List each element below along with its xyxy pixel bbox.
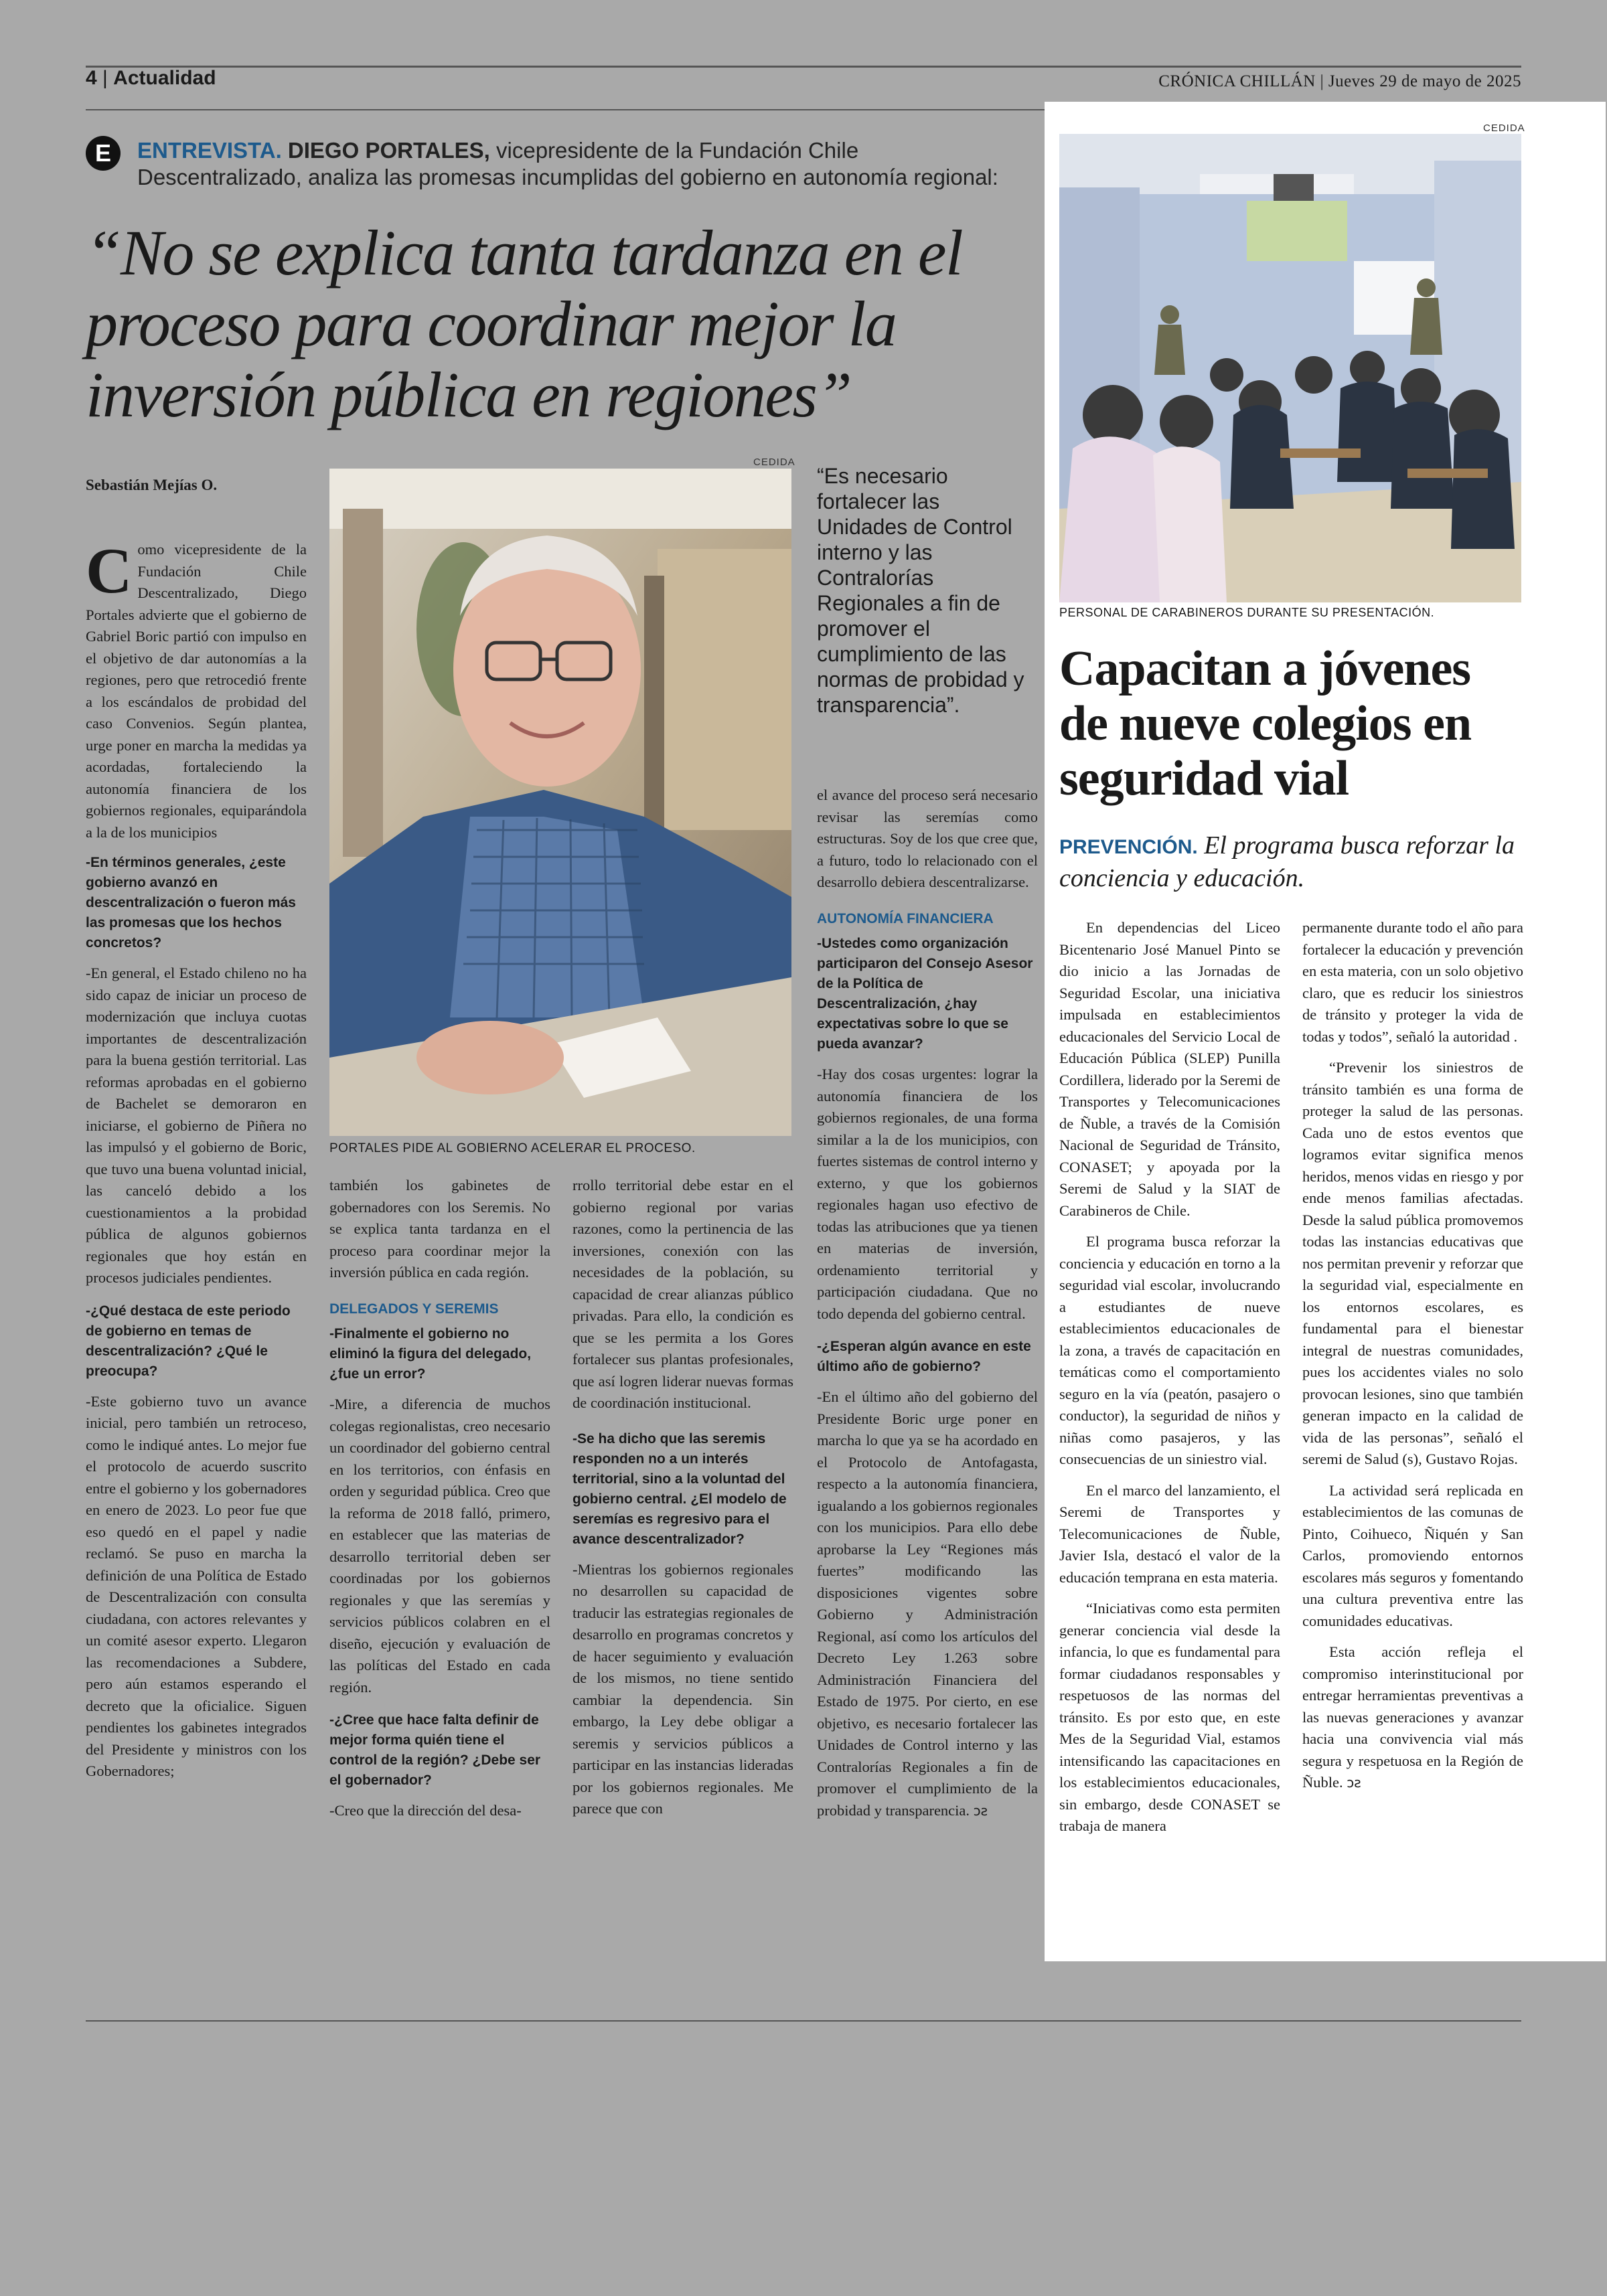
answer [817,1386,1038,1821]
sidebar-kicker [1059,830,1521,894]
paragraph: también los gabinetes de gobernadores con los Seremis. No se explica tanta tardanza en el proceso para coordinar mejor la inversión pública en cada región. [329,1177,550,1281]
paragraph: rrollo territorial debe estar en el gobierno regional por varias razones, como la pertinencia de las inversiones, conexión con las necesidades de la población, su capacidad de crear alianzas público privadas. Para ello, la condición es que se les permita a los Gores fortalecer sus plantas profesionales, que así logren liderar nuevas formas de coordinación institucional. [572,1177,793,1411]
answer: -Mientras los gobiernos regionales no desarrollen su capacidad de traducir las estrategias regionales de desarrollo en programas concretos y de hacer seguimiento y evaluación de los mismos, no tiene sentido cambiar la dependencia. Sin embargo, la Ley debe obligar a seremis y servicios públicos a participar en las instancias lideradas por los gobiernos regionales. Me parece que con [572,1560,793,1817]
paragraph [1302,1641,1523,1794]
answer: -Creo que la dirección del desa- [329,1802,522,1819]
paragraph: En dependencias del Liceo Bicentenario José Manuel Pinto se dio inicio a las Jornadas de Seguridad Escolar, una iniciativa impulsada en establecimientos educacionales del Servicio Local de Educación Pública (SLEP) Punilla Cordillera, liderado por la Seremi de Transportes y Telecomunicaciones de Ñuble, a través de la Comisión Nacional de Seguridad de Tránsito, CONASET; y apoyada por la Seremi de Salud y la SIAT de Carabineros de Chile. [1059,919,1280,1219]
answer: -Mire, a diferencia de muchos colegas regionalistas, creo necesario un coordinador del gobierno central en los territorios, con énfasis en orden y seguridad pública. Creo que la reforma de 2018 falló, primero, en establecer que las materias de desarrollo territorial deben ser coordinadas por los gobiernos regionales y que las seremías y servicios públicos colabren en el diseño, ejecución y evaluación de las políticas del Estado en cada región. [329,1396,550,1696]
classroom-photo [1059,134,1521,602]
publication-date: Jueves 29 de mayo de 2025 [1328,72,1521,90]
subhead: DELEGADOS Y SEREMIS [329,1301,499,1317]
interview-intro-text: vicepresidente de la Fundación Chile Descentralizado, analiza las promesas incumplidas del gobierno en autonomía regional: [137,138,998,189]
answer: -Hay dos cosas urgentes: lograr la autonomía financiera de los gobiernos regionales, de una forma similar a la de los municipios, con fuertes sistemas de control interno y externo, y que los gobiernos regionales hagan uso efectivo de todas las atribuciones que ya tienen en materias de inversión, ordenamiento territorial y participación ciudadana. Que no todo dependa del gobierno central. [817,1066,1038,1322]
classroom-photo-caption: PERSONAL DE CARABINEROS DURANTE SU PRESENTACIÓN. [1059,606,1435,619]
question: -¿Qué destaca de este periodo de gobierno en temas de descentralización? ¿Qué le preocupa? [86,1303,291,1379]
question: -¿Esperan algún avance en este último año de gobierno? [817,1339,1031,1374]
top-rule [86,66,1521,68]
end-mark-icon: ↄƨ [1347,1775,1361,1791]
question: -En términos generales, ¿este gobierno avanzó en descentralización o fueron más las promesas que los hechos concretos? [86,855,296,951]
lead-paragraph [86,535,307,843]
interview-badge: E [86,136,121,171]
interview-column-4 [817,785,1038,1831]
page-number: 4 [86,67,97,89]
question: -Se ha dicho que las seremis responden no a un interés territorial, sino a la voluntad del gobierno central. ¿El modelo de seremías es regresivo para el avance descentralizador? [572,1430,787,1547]
question: -Finalmente el gobierno no eliminó la figura del delegado, ¿fue un error? [329,1326,532,1382]
page-section-label: 4 | Actualidad [86,67,216,89]
section-name: Actualidad [113,67,216,89]
pull-quote: “Es necesario fortalecer las Unidades de Control interno y las Contralorías Regionales a fin de promover el cumplimiento de las normas de probidad y transparencia”. [817,464,1024,717]
paragraph: el avance del proceso será necesario revisar las seremías como estructuras. Soy de los que cree que, a futuro, todo lo relacionado con el desarrollo debiera descentralizarse. [817,787,1038,890]
paragraph-text: Esta acción refleja el compromiso interinstitucional por entregar herramientas preventivas a las nuevas generaciones y avanzar hacia una convivencia vial más segura y respetuosa en la Región de Ñuble. [1302,1643,1523,1791]
paragraph: permanente durante todo el año para fortalecer la educación y prevención en esta materia, con un solo objetivo claro, que es reducir los siniestros de tránsito y proteger la vida de todas y todos”, señaló la autoridad . [1302,919,1523,1045]
interview-headline: “No se explica tanta tardanza en el proceso para coordinar mejor la inversión pública en regiones” [86,217,963,430]
bottom-rule [86,2020,1521,2022]
interview-column-1 [86,535,307,1792]
sidebar-column-2 [1302,917,1523,1803]
interview-intro [137,137,1021,191]
paragraph: “Iniciativas como esta permiten generar conciencia vial desde la infancia, lo que es fundamental para formar ciudadanos responsables y respetuosos de las normas del tránsito. Es por esto que, en este Mes de la Seguridad Vial, estamos intensificando las capacitaciones en los establecimientos educacionales, sin embargo, desde CONASET se trabaja de manera [1059,1600,1280,1834]
paragraph: La actividad será replicada en establecimientos de las comunas de Pinto, Coihueco, Ñiquén y San Carlos, promoviendo entornos escolares más seguros y fomentando una cultura preventiva entre las comunidades educativas. [1302,1481,1523,1629]
publication-dateline: CRÓNICA CHILLÁN | Jueves 29 de mayo de 2025 [1158,72,1521,90]
portrait-photo-credit: CEDIDA [753,457,795,468]
publication-name: CRÓNICA CHILLÁN [1158,72,1316,90]
portrait-image [329,469,791,1136]
answer: -Este gobierno tuvo un avance inicial, pero también un retroceso, como le indiqué antes. Lo mejor fue el protocolo de acuerdo suscrito entre el gobierno y los gobernadores en enero de 2023. Lo peor fue que eso quedó en el papel y nadie reclamó. Se puso en marcha la definición de una Política de Estado de Descentralización con consulta ciudadana, con actores relevantes y un comité asesor experto. Llegaron las recomendaciones a Subdere, pero aún estamos esperando el decreto que la oficialice. Siguen pendientes los gabinetes integrados del Presidente y ministros con los Gobernadores; [86,1392,307,1779]
paragraph: El programa busca reforzar la conciencia y educación en torno a la seguridad vial escolar, involucrando a estudiantes de nueve establecimientos educacionales de la zona, a través de capacitación en temáticas como el comportamiento seguro en la vía (peatón, pasajero o conductor), la seguridad de niños y niñas como pasajeros, y las consecuencias de un siniestro vial. [1059,1233,1280,1467]
question: -Ustedes como organización participaron del Consejo Asesor de la Política de Descentralización, ¿hay expectativas sobre lo que se pueda avanzar? [817,936,1033,1052]
subhead: AUTONOMÍA FINANCIERA [817,910,994,926]
dropcap: C [86,535,133,606]
sidebar-column-1 [1059,917,1280,1847]
portrait-photo-caption: PORTALES PIDE AL GOBIERNO ACELERAR EL PROCESO. [329,1141,696,1155]
sidebar-kicker-text: El programa busca reforzar la conciencia y educación. [1059,831,1515,892]
sidebar-headline: Capacitan a jóvenes de nueve colegios en seguridad vial [1059,641,1472,806]
sidebar-photo-credit: CEDIDA [1483,122,1525,134]
lead-text: omo vicepresidente de la Fundación Chile Descentralizado, Diego Portales advierte que el gobierno de Gabriel Boric partió con impulso en el objetivo de dar autonomías a la regiones, pero que retrocedió frente a los escándalos de probidad del caso Convenios. Según plantea, urge poner en marcha la medidas ya acordadas, fortaleciendo la autonomía financiera de los gobiernos regionales, equiparándola a la de los municipios [86,541,307,841]
classroom-image [1059,134,1521,602]
question: -¿Cree que hace falta definir de mejor forma quién tiene el control de la región? ¿Debe ser el gobernador? [329,1712,541,1788]
paragraph: “Prevenir los siniestros de tránsito también es una forma de proteger la salud de las personas. Cada uno de estos eventos que logramos evitar significa menos heridos, menos vidas en riesgo y por ende menos familias afectadas. Desde la salud pública promovemos todas las instancias educativas que nos permitan prevenir y reforzar que la seguridad vial, especialmente en los entornos escolares, es fundamental para el bienestar integral de nuestras comunidades, pues los accidentes viales no solo provocan lesiones, sino que también generan impacto en la calidad de vida de las personas”, señaló el seremi de Salud (s), Gustavo Rojas. [1302,1059,1523,1467]
sidebar-kicker-tag: PREVENCIÓN. [1059,836,1198,858]
interview-tag: ENTREVISTA. [137,138,282,163]
interview-person: DIEGO PORTALES, [287,138,490,163]
byline: Sebastián Mejías O. [86,477,218,493]
interview-column-3 [572,1175,793,1829]
paragraph: En el marco del lanzamiento, el Seremi de Transportes y Telecomunicaciones de Ñuble, Javier Isla, destacó el valor de la educación temprana en esta materia. [1059,1481,1280,1586]
interview-column-2 [329,1175,550,1831]
portrait-photo [329,469,791,1136]
answer-text: -En el último año del gobierno del Presidente Boric urge poner en marcha lo que ya se ha acordado en el Protocolo de Antofagasta, respecto a la autonomía financiera, igualando a los gobiernos regionales con los municipios. Para ello debe aprobarse la Ley “Regiones más fuertes” modificando las disposiciones vigentes sobre Gobierno y Administración Regional, así como los artículos del Decreto Ley 1.263 sobre Administración Financiera del Estado de 1975. Por cierto, en ese objetivo, es necesario fortalecer las Unidades de Control interno y las Contralorías Regionales a fin de promover el cumplimiento de la probidad y transparencia. [817,1388,1038,1819]
end-mark-icon: ↄƨ [973,1802,988,1819]
answer: -En general, el Estado chileno no ha sido capaz de iniciar un proceso de modernización que incluya cuotas importantes de descentralización para la buena gestión territorial. Las reformas aprobadas en el gobierno de Bachelet se demoraron en iniciarse, el gobierno de Piñera no las impulsó y el gobierno de Boric, que tuvo una buena voluntad inicial, las canceló debido a los cuestionamientos a la probidad pública de algunos gobiernos regionales que hoy están en procesos judiciales pendientes. [86,965,307,1286]
